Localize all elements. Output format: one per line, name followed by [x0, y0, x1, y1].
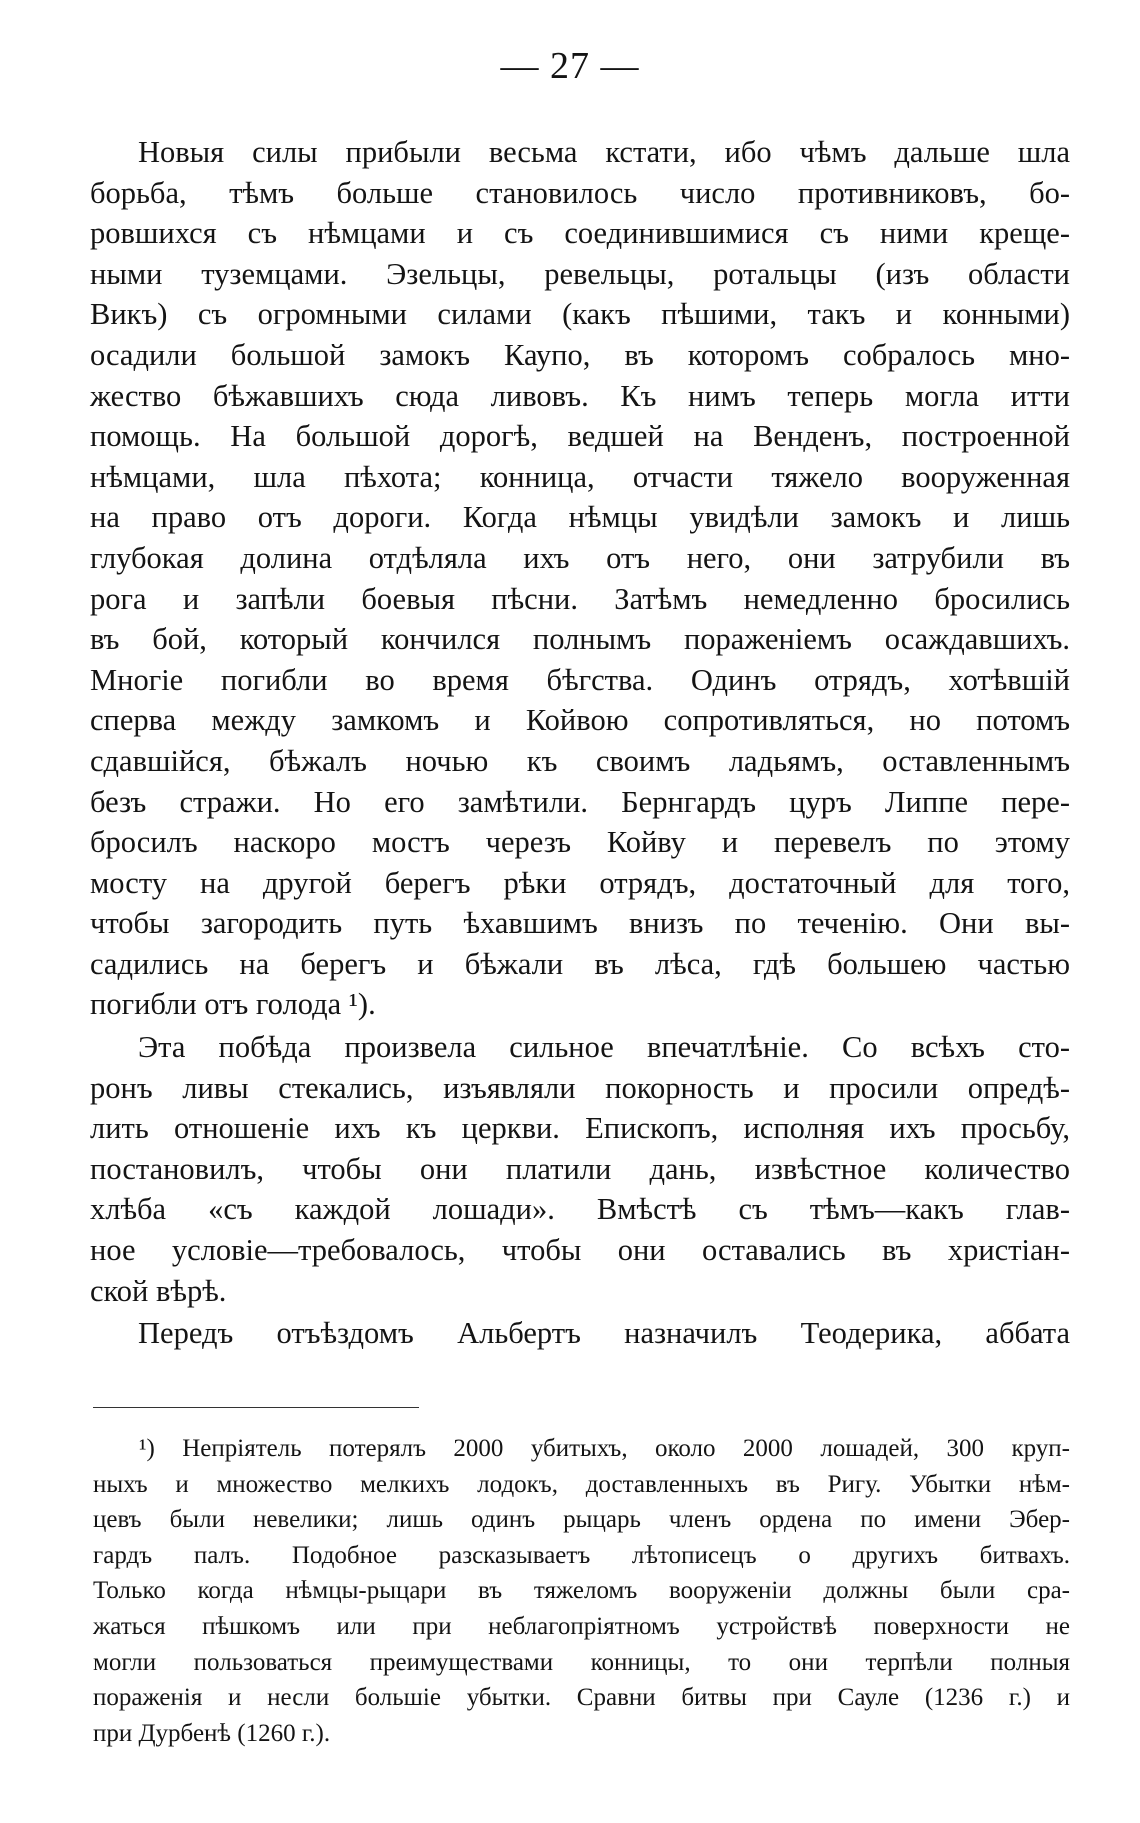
- text-line: лить отношеніе ихъ къ церкви. Епископъ, исполняя ихъ просьбу,: [90, 1111, 1070, 1146]
- text-line: погибли отъ голода ¹).: [90, 987, 376, 1022]
- footnote-line: цевъ были невелики; лишь одинъ рыцарь членъ ордена по имени Эбер-: [93, 1506, 1070, 1534]
- text-line: Викъ) съ огромными силами (какъ пѣшими, такъ и конными): [90, 297, 1070, 332]
- text-line: рога и запѣли боевыя пѣсни. Затѣмъ немедленно бросились: [90, 581, 1070, 616]
- footnote-line: ныхъ и множество мелкихъ лодокъ, доставленныхъ въ Ригу. Убытки нѣм-: [93, 1470, 1070, 1498]
- footnote-line: Только когда нѣмцы-рыцари въ тяжеломъ вооруженіи должны были сра-: [93, 1577, 1070, 1605]
- page-number: — 27 —: [500, 45, 640, 87]
- text-line: чтобы загородить путь ѣхавшимъ внизъ по теченію. Они вы-: [90, 906, 1070, 941]
- footnote: [93, 1431, 1070, 1751]
- text-line: на право отъ дороги. Когда нѣмцы увидѣли замокъ и лишь: [90, 500, 1070, 535]
- footnote-line: пораженія и несли большіе убытки. Сравни битвы при Сауле (1236 г.) и: [93, 1684, 1070, 1712]
- footnote-line: жаться пѣшкомъ или при неблагопріятномъ устройствѣ поверхности не: [93, 1612, 1070, 1640]
- paragraph: [90, 1313, 1070, 1354]
- text-line: глубокая долина отдѣляла ихъ отъ него, они затрубили въ: [90, 540, 1070, 575]
- text-line: ской вѣрѣ.: [90, 1273, 227, 1308]
- text-line: бросилъ наскоро мостъ черезъ Койву и перевелъ по этому: [90, 825, 1070, 860]
- text-line: хлѣба «съ каждой лошади». Вмѣстѣ съ тѣмъ—какъ глав-: [90, 1192, 1070, 1227]
- text-line: Новыя силы прибыли весьма кстати, ибо чѣмъ дальше шла: [138, 135, 1070, 169]
- text-line: Передъ отъѣздомъ Альбертъ назначилъ Теодерика, аббата: [138, 1316, 1070, 1351]
- footnote-line: ¹) Непріятель потерялъ 2000 убитыхъ, около 2000 лошадей, 300 круп-: [139, 1435, 1070, 1462]
- text-line: осадили большой замокъ Каупо, въ которомъ собралось мно-: [90, 337, 1070, 372]
- text-line: помощь. На большой дорогѣ, ведшей на Венденъ, построенной: [90, 419, 1070, 454]
- text-line: въ бой, который кончился полнымъ пораженіемъ осаждавшихъ.: [90, 622, 1070, 657]
- paragraph: [90, 132, 1070, 1025]
- main-text: [90, 132, 1070, 1354]
- footnote-line: гардъ палъ. Подобное разсказываетъ лѣтописецъ о другихъ битвахъ.: [93, 1541, 1070, 1569]
- text-line: ное условіе—требовалось, чтобы они оставались въ христіан-: [90, 1233, 1070, 1268]
- text-line: садились на берегъ и бѣжали въ лѣса, гдѣ большею частью: [90, 946, 1070, 981]
- footnote-line: при Дурбенѣ (1260 г.).: [93, 1719, 331, 1747]
- text-line: ными туземцами. Эзельцы, ревельцы, ротальцы (изъ области: [90, 256, 1070, 291]
- footnote-divider: [93, 1407, 419, 1408]
- text-line: постановилъ, чтобы они платили дань, извѣстное количество: [90, 1151, 1070, 1186]
- text-line: борьба, тѣмъ больше становилось число противниковъ, бо-: [90, 175, 1070, 210]
- text-line: ронъ ливы стекались, изъявляли покорность и просили опредѣ-: [90, 1070, 1070, 1105]
- text-line: Многіе погибли во время бѣгства. Одинъ отрядъ, хотѣвшій: [90, 662, 1070, 697]
- text-line: безъ стражи. Но его замѣтили. Бернгардъ цуръ Липпе пере-: [90, 784, 1070, 819]
- footnote-line: могли пользоваться преимуществами конницы, то они терпѣли полныя: [93, 1648, 1070, 1676]
- paragraph: [90, 1027, 1070, 1311]
- text-line: сперва между замкомъ и Койвою сопротивляться, но потомъ: [90, 703, 1070, 738]
- text-line: нѣмцами, шла пѣхота; конница, отчасти тяжело вооруженная: [90, 459, 1070, 494]
- text-line: Эта побѣда произвела сильное впечатлѣніе. Со всѣхъ сто-: [138, 1030, 1070, 1065]
- text-line: сдавшійся, бѣжалъ ночью къ своимъ ладьямъ, оставленнымъ: [90, 743, 1070, 778]
- text-line: мосту на другой берегъ рѣки отрядъ, достаточный для того,: [90, 865, 1070, 900]
- text-line: ровшихся съ нѣмцами и съ соединившимися съ ними креще-: [90, 216, 1070, 251]
- text-line: жество бѣжавшихъ сюда ливовъ. Къ нимъ теперь могла итти: [90, 378, 1070, 413]
